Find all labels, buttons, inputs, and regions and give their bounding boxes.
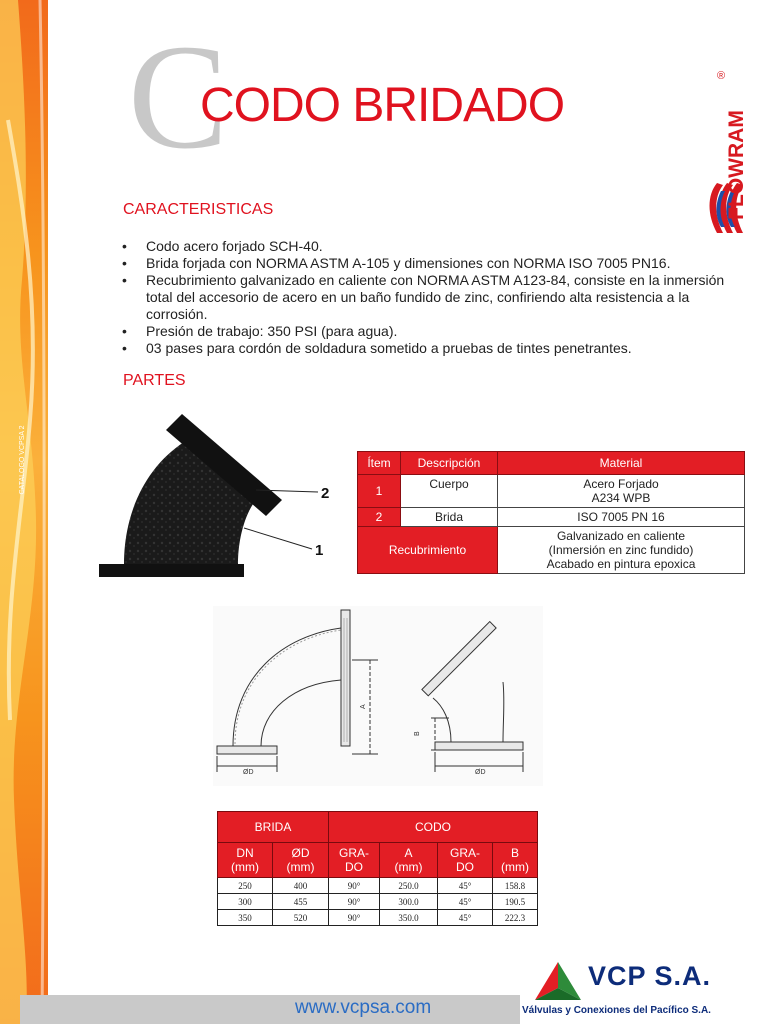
- table-cell: 158.8: [493, 878, 538, 894]
- table-cell: 45°: [438, 910, 493, 926]
- column-header-line: DO: [456, 860, 474, 874]
- column-header-line: GRA-: [450, 846, 480, 860]
- flowram-logo: [705, 65, 757, 235]
- column-header-line: DN: [236, 846, 254, 860]
- description-cell: Brida: [401, 508, 498, 527]
- table-header: Material: [498, 452, 745, 475]
- column-header-line: (mm): [286, 860, 315, 874]
- svg-text:B: B: [414, 731, 421, 736]
- table-row: [218, 894, 538, 910]
- material-cell: ISO 7005 PN 16: [498, 508, 745, 527]
- feature-item: • Recubrimiento galvanizado en caliente con NORMA ASTM A123-84, consiste en la inmersión total del accesorio de acero en un baño fundido de zinc, confiriendo alta resistencia a la corrosión.: [120, 272, 735, 323]
- footer-bar: [20, 995, 520, 1024]
- flanged-elbow-photo: [96, 412, 341, 582]
- group-header-codo: CODO: [329, 812, 538, 843]
- column-header: [438, 843, 493, 878]
- table-cell: 250.0: [380, 878, 438, 894]
- table-cell: 455: [273, 894, 329, 910]
- material-line: A234 WPB: [591, 491, 651, 505]
- column-header: [218, 843, 273, 878]
- feature-item: • Codo acero forjado SCH-40.: [120, 238, 735, 255]
- material-cell: [498, 475, 745, 508]
- table-header: Descripción: [401, 452, 498, 475]
- column-header-line: (mm): [231, 860, 259, 874]
- table-cell: 90°: [329, 878, 380, 894]
- coating-cell: [498, 527, 745, 574]
- table-cell: 222.3: [493, 910, 538, 926]
- column-header: [493, 843, 538, 878]
- column-header: [273, 843, 329, 878]
- svg-text:A: A: [360, 704, 367, 709]
- vcp-logo-mark: [533, 960, 583, 1002]
- table-header: Ítem: [358, 452, 401, 475]
- svg-text:CATALOGO VCPSA 2: CATALOGO VCPSA 2: [19, 425, 26, 495]
- table-cell: 300: [218, 894, 273, 910]
- item-number: 2: [358, 508, 401, 527]
- column-header-line: (mm): [394, 860, 423, 874]
- description-cell: Cuerpo: [401, 475, 498, 508]
- table-cell: 90°: [329, 894, 380, 910]
- feature-item: • 03 pases para cordón de soldadura sometido a pruebas de tintes penetrantes.: [120, 340, 735, 357]
- features-list: [120, 238, 735, 357]
- table-cell: 90°: [329, 910, 380, 926]
- table-cell: 45°: [438, 894, 493, 910]
- dimensions-table: [217, 811, 538, 926]
- materials-table: [357, 451, 745, 574]
- coating-line: Galvanizado en caliente: [556, 529, 686, 543]
- svg-text:2: 2: [321, 485, 330, 502]
- column-header-line: A: [404, 846, 413, 860]
- table-row: [358, 527, 745, 574]
- column-header-line: ØD: [291, 846, 310, 860]
- svg-text:ØD: ØD: [243, 769, 254, 776]
- table-cell: 190.5: [493, 894, 538, 910]
- table-row: [358, 475, 745, 508]
- column-header-line: DO: [345, 860, 363, 874]
- group-header-brida: BRIDA: [218, 812, 329, 843]
- table-cell: 250: [218, 878, 273, 894]
- technical-drawing: [213, 606, 543, 786]
- table-cell: 350.0: [380, 910, 438, 926]
- page-title: CODO BRIDADO: [200, 79, 565, 132]
- section-heading-parts: PARTES: [123, 372, 186, 389]
- coating-line: Acabado en pintura epoxica: [546, 557, 696, 571]
- svg-text:®: ®: [717, 70, 726, 82]
- table-row: [358, 508, 745, 527]
- coating-label: Recubrimiento: [358, 527, 498, 574]
- feature-item: • Presión de trabajo: 350 PSI (para agua).: [120, 323, 735, 340]
- table-cell: 350: [218, 910, 273, 926]
- website-link[interactable]: www.vcpsa.com: [295, 997, 432, 1018]
- coating-line: (Inmersión en zinc fundido): [548, 543, 694, 557]
- table-cell: 400: [273, 878, 329, 894]
- column-header-line: B: [510, 846, 519, 860]
- company-logo-text: VCP S.A.: [588, 961, 712, 991]
- column-header-line: (mm): [501, 860, 529, 874]
- table-cell: 45°: [438, 878, 493, 894]
- company-full-name: Válvulas y Conexiones del Pacífico S.A.: [522, 1005, 711, 1016]
- column-header-line: GRA-: [339, 846, 369, 860]
- svg-text:FLOWRAM: FLOWRAM: [725, 110, 748, 220]
- feature-item: • Brida forjada con NORMA ASTM A-105 y dimensiones con NORMA ISO 7005 PN16.: [120, 255, 735, 272]
- table-cell: 300.0: [380, 894, 438, 910]
- material-line: Acero Forjado: [583, 477, 659, 491]
- svg-text:1: 1: [315, 542, 324, 559]
- side-catalog-label: [14, 400, 34, 520]
- column-header: [380, 843, 438, 878]
- column-header: [329, 843, 380, 878]
- table-cell: 520: [273, 910, 329, 926]
- table-row: [218, 910, 538, 926]
- section-heading-features: CARACTERISTICAS: [123, 201, 274, 218]
- decorative-initial-letter: C: [128, 14, 229, 180]
- svg-text:ØD: ØD: [475, 769, 486, 776]
- table-row: [218, 878, 538, 894]
- item-number: 1: [358, 475, 401, 508]
